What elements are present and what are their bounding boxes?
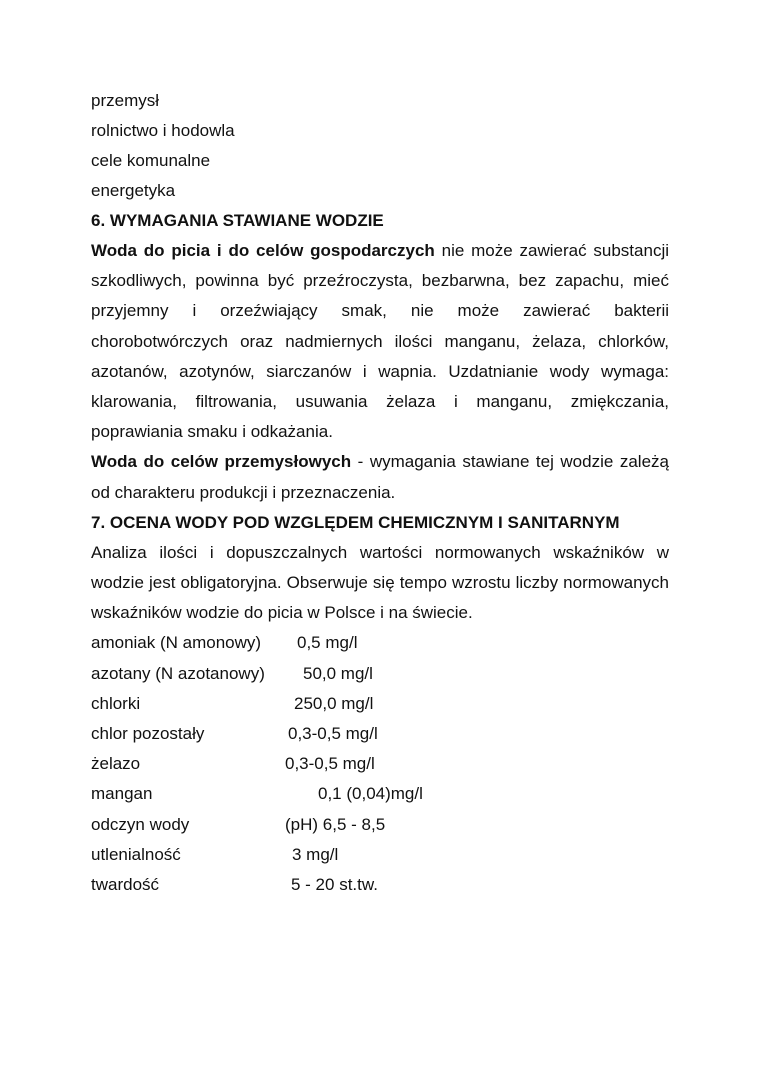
indicator-row xyxy=(91,719,669,749)
indicator-list xyxy=(91,628,669,900)
indicator-name: amoniak (N amonowy) xyxy=(91,633,262,653)
section-7-heading: 7. OCENA WODY POD WZGLĘDEM CHEMICZNYM I SANITARNYM xyxy=(91,512,620,532)
indicator-value: 50,0 mg/l xyxy=(303,663,373,683)
intro-item: rolnictwo i hodowla xyxy=(91,121,235,140)
indicator-row xyxy=(91,779,669,809)
indicator-value: 0,3-0,5 mg/l xyxy=(285,754,375,774)
indicator-row xyxy=(91,870,669,900)
indicator-name: azotany (N azotanowy) xyxy=(91,663,265,683)
paragraph-bold-lead: Woda do celów przemysłowych xyxy=(91,452,352,472)
indicator-name: chlorki xyxy=(91,693,141,713)
indicator-row xyxy=(91,810,669,840)
indicator-value: 250,0 mg/l xyxy=(294,693,374,713)
document-page xyxy=(91,86,669,900)
indicator-row xyxy=(91,689,669,719)
intro-item: energetyka xyxy=(91,181,176,200)
indicator-name: odczyn wody xyxy=(91,814,190,834)
paragraph-bold-lead: Woda do picia i do celów gospodarczych xyxy=(91,241,435,260)
indicator-value: 0,3-0,5 mg/l xyxy=(288,724,378,743)
indicator-name: utlenialność xyxy=(91,844,181,864)
indicator-value: 0,1 (0,04)mg/l xyxy=(318,784,423,804)
indicator-row xyxy=(91,628,669,658)
section-6-paragraph-2 xyxy=(91,447,669,507)
intro-item: cele komunalne xyxy=(91,151,211,170)
section-6-paragraph-1 xyxy=(91,236,669,447)
section-7-paragraph: Analiza ilości i dopuszczalnych wartości normowanych wskaźników w wodzie jest obligatoryjna. Obserwuje się tempo wzrostu liczby normowanych wskaźników wodzie do picia w Polsce i na świecie. xyxy=(91,542,669,623)
indicator-name: mangan xyxy=(91,784,153,804)
indicator-name: twardość xyxy=(91,874,160,894)
indicator-value: (pH) 6,5 - 8,5 xyxy=(285,814,386,834)
intro-item: przemysł xyxy=(91,91,160,110)
indicator-name: żelazo xyxy=(91,754,141,774)
indicator-row xyxy=(91,840,669,870)
indicator-value: 0,5 mg/l xyxy=(297,633,358,653)
indicator-value: 3 mg/l xyxy=(292,844,339,864)
indicator-name: chlor pozostały xyxy=(91,724,205,743)
section-6-heading: 6. WYMAGANIA STAWIANE WODZIE xyxy=(91,211,384,230)
paragraph-text: nie może zawierać substancji szkodliwych, powinna być przeźroczysta, bezbarwna, bez zapachu, mieć przyjemny i orzeźwiający smak, nie może zawierać bakterii chorobotwórczych oraz nadmiernych ilości manganu, żelaza, chlorków, azotanów, azotynów, siarczanów i wapnia. Uzdatnianie wody wymaga: klarowania, filtrowania, usuwania żelaza i manganu, zmiękczania, poprawiania smaku i odkażania. xyxy=(91,241,669,442)
indicator-value: 5 - 20 st.tw. xyxy=(291,874,378,894)
indicator-row xyxy=(91,749,669,779)
indicator-row xyxy=(91,659,669,689)
paragraph-text: - wymagania stawiane tej wodzie zależą od charakteru produkcji i przeznaczenia. xyxy=(91,452,669,502)
